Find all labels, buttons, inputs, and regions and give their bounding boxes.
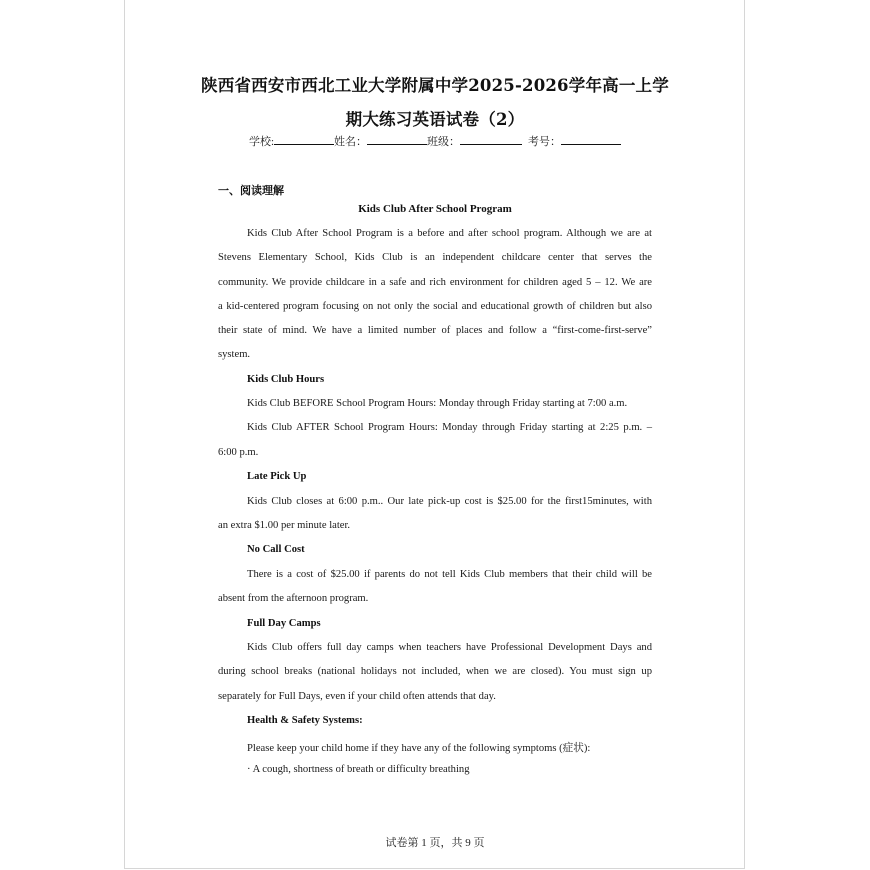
hours-after-line-1: Kids Club AFTER School Program Hours: Monday through Friday starting at 2:25 p.m. – xyxy=(247,422,652,433)
student-info-row xyxy=(0,133,870,149)
number-blank xyxy=(561,133,621,145)
hours-after-line-2: 6:00 p.m. xyxy=(218,447,259,458)
hours-before: Kids Club BEFORE School Program Hours: Monday through Friday starting at 7:00 a.m. xyxy=(247,398,628,409)
full-day-line-2: during school breaks (national holidays not included, when we are closed). You must sign up xyxy=(218,666,652,677)
full-day-heading: Full Day Camps xyxy=(247,618,321,629)
hours-heading: Kids Club Hours xyxy=(247,374,325,385)
health-bullet-1: · A cough, shortness of breath or difficulty breathing xyxy=(247,764,470,775)
school-label: 学校: xyxy=(248,136,275,148)
exam-title-line-2: 期大练习英语试卷（2） xyxy=(345,110,525,129)
no-call-line-1: There is a cost of $25.00 if parents do not tell Kids Club members that their child will be xyxy=(247,569,652,580)
exam-title-line-1: 陕西省西安市西北工业大学附属中学2025-2026学年高一上学 xyxy=(201,76,669,95)
page-footer: 试卷第 1 页，共 9 页 xyxy=(385,837,485,849)
health-heading: Health & Safety Systems: xyxy=(247,715,363,726)
intro-line: Kids Club After School Program is a before and after school program. Although we are at xyxy=(247,228,652,239)
school-blank xyxy=(274,133,334,145)
late-pickup-heading: Late Pick Up xyxy=(247,471,307,482)
full-day-line-3: separately for Full Days, even if your child often attends that day. xyxy=(218,691,496,702)
health-line-1: Please keep your child home if they have any of the following symptoms (症状): xyxy=(247,743,591,754)
name-blank xyxy=(367,133,427,145)
section-heading: 一、阅读理解 xyxy=(218,185,284,197)
intro-line: system. xyxy=(218,349,251,360)
no-call-heading: No Call Cost xyxy=(247,544,305,555)
late-pickup-line-1: Kids Club closes at 6:00 p.m.. Our late pick-up cost is $25.00 for the first15minutes, with xyxy=(247,496,652,507)
exam-page xyxy=(124,0,745,869)
intro-line: community. We provide childcare in a safe and rich environment for children aged 5 – 12. We are xyxy=(218,277,652,288)
class-label: 班级： xyxy=(427,136,461,148)
intro-line: their state of mind. We have a limited number of places and follow a “first-come-first-serve” xyxy=(218,325,652,336)
name-label: 姓名： xyxy=(334,136,368,148)
class-blank xyxy=(460,133,522,145)
number-label: 考号： xyxy=(528,136,562,148)
intro-line: a kid-centered program focusing on not only the social and educational growth of children but also xyxy=(218,301,652,312)
intro-line: Stevens Elementary School, Kids Club is an independent childcare center that serves the xyxy=(218,252,652,263)
passage-title: Kids Club After School Program xyxy=(358,203,512,215)
full-day-line-1: Kids Club offers full day camps when teachers have Professional Development Days and xyxy=(247,642,652,653)
late-pickup-line-2: an extra $1.00 per minute later. xyxy=(218,520,351,531)
no-call-line-2: absent from the afternoon program. xyxy=(218,593,369,604)
